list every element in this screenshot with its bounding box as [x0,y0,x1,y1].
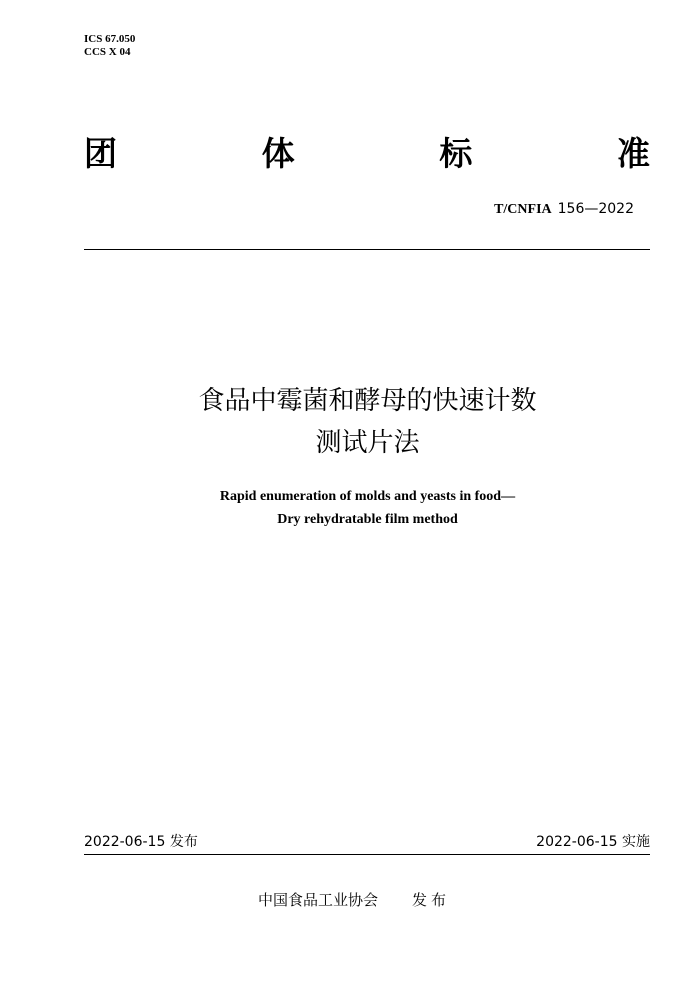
title-chinese-line-1: 食品中霉菌和酵母的快速计数 [198,386,537,416]
title-chinese-line-2: 测试片法 [315,428,420,458]
top-divider [84,249,650,250]
standard-number-value: 156—2022 [557,201,634,217]
classification-codes [84,33,135,59]
issue-date-label: 发布 [169,834,198,850]
bottom-divider [84,854,650,855]
issue-date-value: 2022-06-15 [84,834,166,850]
implementation-date [536,833,650,851]
implementation-date-label: 实施 [622,834,650,850]
implementation-date-value: 2022-06-15 [536,834,618,850]
publisher-action: 发布 [412,891,451,909]
standard-type-char: 体 [261,134,295,173]
standard-type-char: 标 [439,134,473,173]
publisher-line [258,890,450,910]
title-english-line-2: Dry rehydratable film method [277,512,458,527]
standard-number-prefix: T/CNFIA [494,202,552,217]
issue-date [84,833,198,851]
ccs-code: CCS X 04 [84,46,131,58]
standard-type-char: 团 [84,134,117,173]
publisher-name: 中国食品工业协会 [258,891,379,909]
ics-code: ICS 67.050 [84,33,136,45]
title-english-line-1: Rapid enumeration of molds and yeasts in food— [219,489,516,504]
standard-number [494,200,634,219]
standard-type-char: 准 [616,134,650,173]
standard-type-heading [84,132,650,176]
